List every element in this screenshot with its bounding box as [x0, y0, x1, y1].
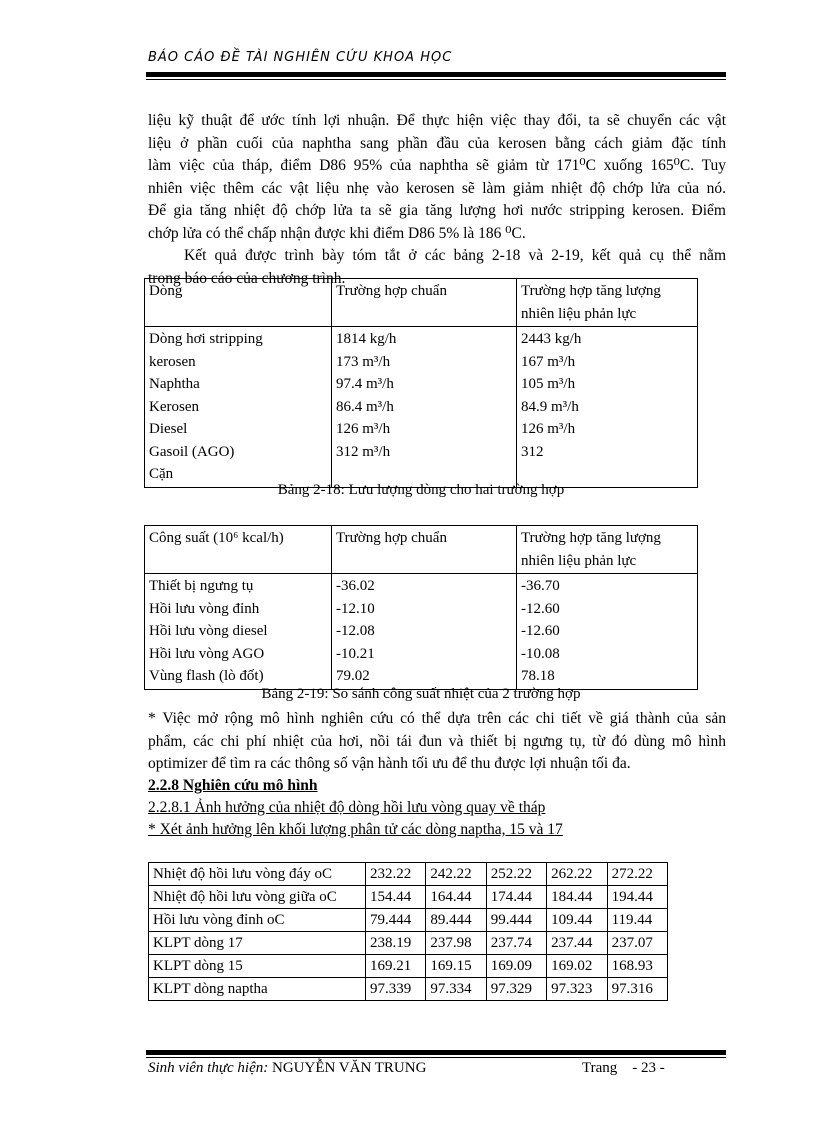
paragraph-line: phẩm, các chi phí nhiệt của hơi, nồi tái đun và thiết bị ngưng tụ, từ đó dùng mô hình	[148, 732, 726, 750]
table-2-18	[144, 278, 698, 488]
table-row	[149, 955, 668, 978]
value-cell: 97.334	[426, 978, 486, 1001]
paragraph-line: trong báo cáo của chương trình.	[148, 269, 346, 287]
table-cell-standard	[332, 327, 517, 488]
value-cell: 168.93	[607, 955, 667, 978]
table-cell-increased	[517, 327, 698, 488]
value-cell: 272.22	[607, 863, 667, 886]
table-header-cell: Dòng	[145, 279, 332, 327]
table-cell: -12.10	[336, 600, 375, 617]
table-cell: -36.70	[521, 578, 560, 594]
table-cell: -10.08	[521, 645, 560, 662]
paragraph-line: Kết quả được trình bày tóm tắt ở các bảng 2-18 và 2-19, kết quả cụ thể nằm	[184, 247, 726, 264]
table-cell: 79.02	[336, 668, 370, 684]
table-header-cell	[517, 526, 698, 574]
header-line: Trường hợp tăng lượng	[521, 283, 661, 299]
section-heading-2-2-8: 2.2.8 Nghiên cứu mô hình	[148, 777, 318, 794]
table-cell: Vùng flash (lò đốt)	[149, 668, 264, 684]
row-label-cell: KLPT dòng 17	[149, 932, 366, 955]
table-cell: 2443 kg/h	[521, 331, 582, 347]
table-caption-2-18: Bảng 2-18: Lưu lượng dòng cho hai trường hợp	[277, 482, 565, 498]
value-cell: 242.22	[426, 863, 486, 886]
table-cell: Thiết bị ngưng tụ	[149, 578, 254, 594]
table-cell: Gasoil (AGO)	[149, 443, 235, 460]
table-cell: -36.02	[336, 578, 375, 594]
header-line: nhiên liệu phản lực	[521, 305, 637, 322]
row-label-cell: Hồi lưu vòng đỉnh oC	[149, 909, 366, 932]
value-cell: 97.323	[547, 978, 607, 1001]
row-label-cell: KLPT dòng naptha	[149, 978, 366, 1001]
paragraph-line: * Việc mở rộng mô hình nghiên cứu có thể dựa trên các chi tiết về giá thành của sản	[148, 710, 726, 727]
paragraph-line: optimizer để tìm ra các thông số vận hành tối ưu để thu được lợi nhuận tối đa.	[148, 755, 631, 772]
value-cell: 119.44	[607, 909, 667, 932]
table-cell: 312 m³/h	[336, 443, 391, 460]
table-header-cell	[517, 279, 698, 327]
table-cell: kerosen	[149, 353, 196, 370]
value-cell: 154.44	[366, 886, 426, 909]
table-header-cell: Trường hợp chuẩn	[332, 526, 517, 574]
table-cell: 78.18	[521, 668, 555, 684]
value-cell: 232.22	[366, 863, 426, 886]
note-heading: * Xét ảnh hưởng lên khối lượng phân tử các dòng naptha, 15 và 17	[148, 821, 563, 838]
table-cell-increased	[517, 574, 698, 690]
paragraph-line: Để gia tăng nhiệt độ chớp lửa ta sẽ gia tăng lượng hơi nước stripping kerosen. Điểm	[148, 202, 726, 219]
table-cell: 84.9 m³/h	[521, 398, 579, 415]
value-cell: 252.22	[486, 863, 546, 886]
table-cell: 97.4 m³/h	[336, 376, 394, 392]
value-cell: 238.19	[366, 932, 426, 955]
table-cell-labels	[145, 327, 332, 488]
paragraph-line: liệu ở phần cuối của naphtha sang phần đầu của kerosen bằng cách giảm đặc tính	[148, 134, 726, 152]
table-cell: -12.60	[521, 600, 560, 617]
footer-rule-thin	[146, 1057, 726, 1058]
table-cell: 312	[521, 443, 544, 460]
table-cell: Hồi lưu vòng đỉnh	[149, 600, 260, 617]
row-label-cell: Nhiệt độ hồi lưu vòng đáy oC	[149, 863, 366, 886]
table-cell: -12.08	[336, 623, 375, 639]
table-cell: -12.60	[521, 623, 560, 639]
value-cell: 164.44	[426, 886, 486, 909]
table-header-row	[145, 279, 698, 327]
value-cell: 237.98	[426, 932, 486, 955]
value-cell: 237.07	[607, 932, 667, 955]
table-row	[145, 574, 698, 690]
table-cell: Dòng hơi stripping	[149, 331, 263, 347]
value-cell: 237.44	[547, 932, 607, 955]
value-cell: 169.15	[426, 955, 486, 978]
footer-author-name: NGUYỄN VĂN TRUNG	[271, 1060, 427, 1076]
header-rule-thick	[146, 72, 726, 77]
table-reflux-temperature	[148, 862, 668, 1001]
row-label-cell: KLPT dòng 15	[149, 955, 366, 978]
table-cell: -10.21	[336, 645, 375, 662]
paragraph-line: nhiên việc thêm các vật liệu nhẹ vào kerosen sẽ làm giảm nhiệt độ chớp lửa của nó.	[148, 179, 726, 197]
table-row	[149, 978, 668, 1001]
value-cell: 194.44	[607, 886, 667, 909]
table-cell: Hồi lưu vòng AGO	[149, 645, 265, 662]
table-row	[145, 327, 698, 488]
table-cell: 105 m³/h	[521, 376, 576, 392]
table-cell: 173 m³/h	[336, 353, 391, 370]
value-cell: 99.444	[486, 909, 546, 932]
table-cell: Kerosen	[149, 398, 199, 415]
table-cell: Hồi lưu vòng diesel	[149, 623, 268, 639]
table-header-row	[145, 526, 698, 574]
row-label-cell: Nhiệt độ hồi lưu vòng giữa oC	[149, 886, 366, 909]
value-cell: 262.22	[547, 863, 607, 886]
paragraph-line: làm việc của tháp, điểm D86 95% của naphtha sẽ giảm từ 171⁰C xuống 165⁰C. Tuy	[148, 157, 726, 174]
table-cell: Cặn	[149, 466, 174, 482]
paragraph-line: liệu kỹ thuật để ước tính lợi nhuận. Để thực hiện việc thay đổi, ta sẽ chuyển các vật	[148, 112, 726, 129]
value-cell: 97.329	[486, 978, 546, 1001]
table-header-cell: Công suất (10⁶ kcal/h)	[145, 526, 332, 574]
footer-author-label: Sinh viên thực hiện:	[148, 1060, 269, 1076]
table-cell: 126 m³/h	[336, 421, 391, 437]
table-header-cell: Trường hợp chuẩn	[332, 279, 517, 327]
value-cell: 169.02	[547, 955, 607, 978]
value-cell: 97.339	[366, 978, 426, 1001]
table-cell: Naphtha	[149, 376, 200, 392]
footer-page	[582, 1060, 665, 1077]
value-cell: 89.444	[426, 909, 486, 932]
table-2-19	[144, 525, 698, 690]
paragraph-1	[148, 110, 726, 245]
header-line: nhiên liệu phản lực	[521, 552, 637, 569]
table-cell: 126 m³/h	[521, 421, 576, 437]
page-header-title: BÁO CÁO ĐỀ TÀI NGHIÊN CỨU KHOA HỌC	[148, 50, 453, 65]
table-row	[149, 909, 668, 932]
header-rule-thin	[146, 79, 726, 80]
table-cell: Diesel	[149, 421, 188, 437]
table-caption-2-19: Bảng 2-19: So sánh công suất nhiệt của 2 trường hợp	[261, 686, 581, 702]
value-cell: 184.44	[547, 886, 607, 909]
table-cell: 167 m³/h	[521, 353, 576, 370]
table-cell-labels	[145, 574, 332, 690]
footer-page-number: - 23 -	[632, 1060, 665, 1076]
value-cell: 109.44	[547, 909, 607, 932]
subsection-heading-2-2-8-1: 2.2.8.1 Ảnh hưởng của nhiệt độ dòng hồi lưu vòng quay về tháp	[148, 799, 546, 816]
table-row	[149, 886, 668, 909]
table-cell-standard	[332, 574, 517, 690]
footer-rule-thick	[146, 1050, 726, 1055]
paragraph-3	[148, 708, 726, 776]
header-line: Trường hợp tăng lượng	[521, 530, 661, 546]
value-cell: 169.21	[366, 955, 426, 978]
value-cell: 79.444	[366, 909, 426, 932]
table-row	[149, 863, 668, 886]
footer-author	[148, 1060, 426, 1077]
value-cell: 97.316	[607, 978, 667, 1001]
value-cell: 174.44	[486, 886, 546, 909]
table-cell: 1814 kg/h	[336, 331, 397, 347]
footer-page-label: Trang	[582, 1060, 618, 1076]
value-cell: 169.09	[486, 955, 546, 978]
value-cell: 237.74	[486, 932, 546, 955]
table-row	[149, 932, 668, 955]
table-cell: 86.4 m³/h	[336, 398, 394, 415]
paragraph-line: chớp lửa có thể chấp nhận được khi điểm D86 5% là 186 ⁰C.	[148, 224, 526, 242]
